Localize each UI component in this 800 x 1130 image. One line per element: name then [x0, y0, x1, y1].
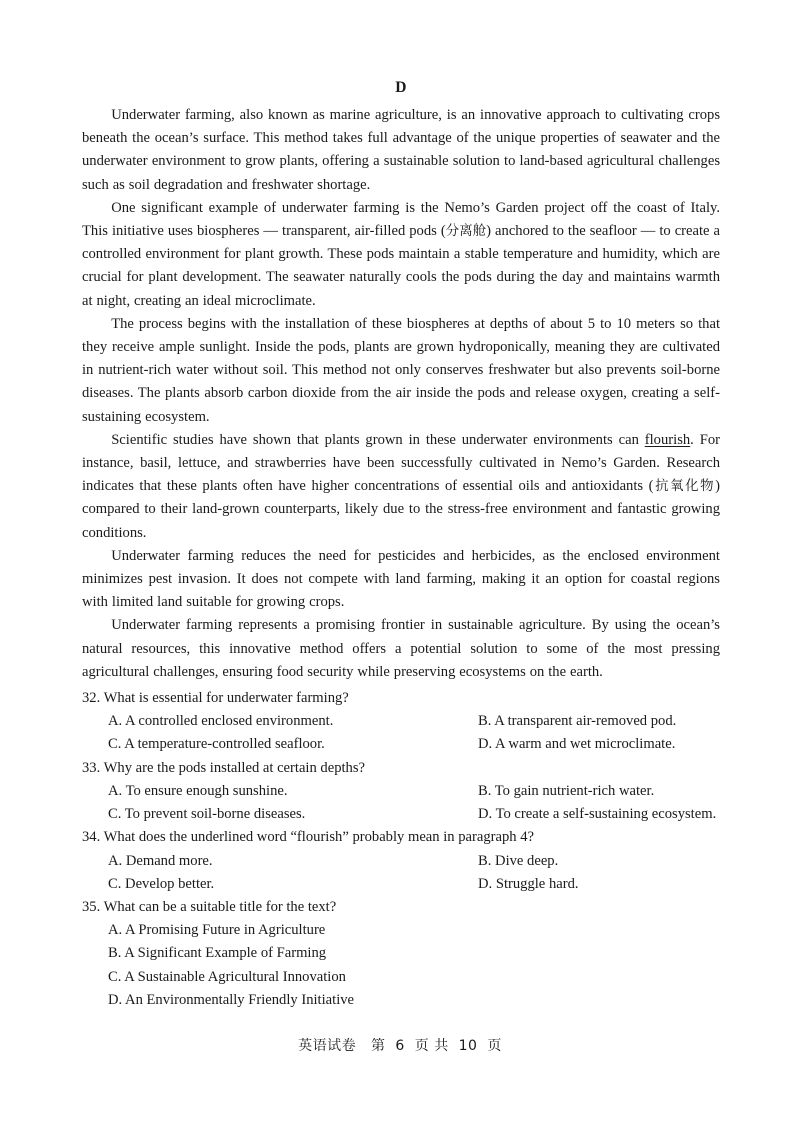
- footer-page-mid: 页 共: [414, 1038, 449, 1054]
- question-item: [82, 896, 720, 1012]
- question-option[interactable]: C. Develop better.: [108, 875, 215, 892]
- footer-subject: 英语试卷: [298, 1038, 357, 1054]
- question-option[interactable]: D. To create a self-sustaining ecosystem.: [478, 806, 717, 823]
- question-option[interactable]: A. To ensure enough sunshine.: [108, 782, 288, 799]
- page-footer: [0, 1036, 800, 1056]
- question-option[interactable]: B. A Significant Example of Farming: [108, 945, 327, 962]
- question-item: [82, 687, 720, 757]
- question-option[interactable]: C. A temperature-controlled seafloor.: [108, 736, 325, 753]
- question-stem: 34. What does the underlined word “flourish” probably mean in paragraph 4?: [82, 829, 534, 846]
- question-option[interactable]: A. Demand more.: [108, 852, 213, 869]
- reading-passage: [82, 104, 720, 684]
- question-stem: 32. What is essential for underwater farming?: [82, 690, 349, 707]
- footer-page-prefix: 第: [371, 1038, 386, 1054]
- question-option[interactable]: B. Dive deep.: [478, 852, 559, 869]
- question-option[interactable]: A. A Promising Future in Agriculture: [108, 922, 326, 939]
- passage-paragraph: Underwater farming, also known as marine agriculture, is an innovative approach to cultivating crops beneath the ocean’s surface. This method takes full advantage of the unique properties of seawater and the underwater environment to grow plants, offering a sustainable solution to land-based agricultural challenges such as soil degradation and freshwater shortage.: [82, 107, 720, 193]
- question-item: [82, 757, 720, 827]
- question-option[interactable]: D. A warm and wet microclimate.: [478, 736, 676, 753]
- chinese-gloss: 抗氧化物: [653, 479, 716, 495]
- question-options: [82, 780, 720, 826]
- question-options: [82, 710, 720, 756]
- question-options: [82, 850, 720, 896]
- passage-paragraph: One significant example of underwater farming is the Nemo’s Garden project off the coast of Italy. This initiative uses biospheres — transparent, air-filled pods (分离舱) anchored to the seafloor — to create a controlled environment for plant growth. These pods maintain a stable temperature and humidity, which are crucial for plant development. The seawater naturally cools the pods during the day and maintains warmth at night, creating an ideal microclimate.: [82, 199, 721, 309]
- footer-page-suffix: 页: [487, 1038, 502, 1054]
- question-stem: 35. What can be a suitable title for the text?: [82, 898, 337, 915]
- passage-paragraph: Underwater farming represents a promising frontier in sustainable agriculture. By using the ocean’s natural resources, this innovative method offers a potential solution to some of the most pressing agricultural challenges, ensuring food security while preserving ecosystems on the earth.: [82, 617, 720, 680]
- chinese-gloss: 分离舱: [445, 224, 487, 240]
- question-option[interactable]: B. To gain nutrient-rich water.: [478, 782, 655, 799]
- question-option[interactable]: D. An Environmentally Friendly Initiative: [108, 991, 355, 1008]
- section-letter-heading: D: [395, 79, 407, 96]
- page-content: [82, 78, 720, 1012]
- underlined-word: flourish: [644, 431, 691, 448]
- question-option[interactable]: D. Struggle hard.: [478, 875, 579, 892]
- passage-paragraph: Scientific studies have shown that plants grown in these underwater environments can flourish. For instance, basil, lettuce, and strawberries have been successfully cultivated in Nemo’s Garden. Research indicates that these plants often have higher concentrations of essential oils and antioxidants (抗氧化物) compared to their land-grown counterparts, likely due to the stress-free environment and fantastic growing conditions.: [82, 431, 721, 541]
- question-option[interactable]: C. A Sustainable Agricultural Innovation: [108, 968, 346, 985]
- question-stem: 33. Why are the pods installed at certain depths?: [82, 759, 366, 776]
- footer-total-pages: 10: [458, 1038, 478, 1054]
- passage-paragraph: Underwater farming reduces the need for pesticides and herbicides, as the enclosed environment minimizes pest invasion. It does not compete with land farming, making it an option for coastal regions with limited land suitable for growing crops.: [82, 547, 720, 611]
- footer-page-number: 6: [395, 1038, 405, 1054]
- question-option[interactable]: A. A controlled enclosed environment.: [108, 713, 334, 730]
- question-option[interactable]: C. To prevent soil-borne diseases.: [108, 806, 306, 823]
- question-item: [82, 826, 720, 896]
- question-option[interactable]: B. A transparent air-removed pod.: [478, 713, 677, 730]
- passage-paragraph: The process begins with the installation of these biospheres at depths of about 5 to 10 meters so that they receive ample sunlight. Inside the pods, plants are grown hydroponically, meaning they are cultivated in nutrient-rich water without soil. This method not only conserves freshwater but also prevents soil-borne diseases. The plants absorb carbon dioxide from the air inside the pods and release oxygen, creating a self-sustaining ecosystem.: [82, 315, 720, 425]
- question-list: [82, 687, 720, 1012]
- question-options: [82, 919, 720, 1012]
